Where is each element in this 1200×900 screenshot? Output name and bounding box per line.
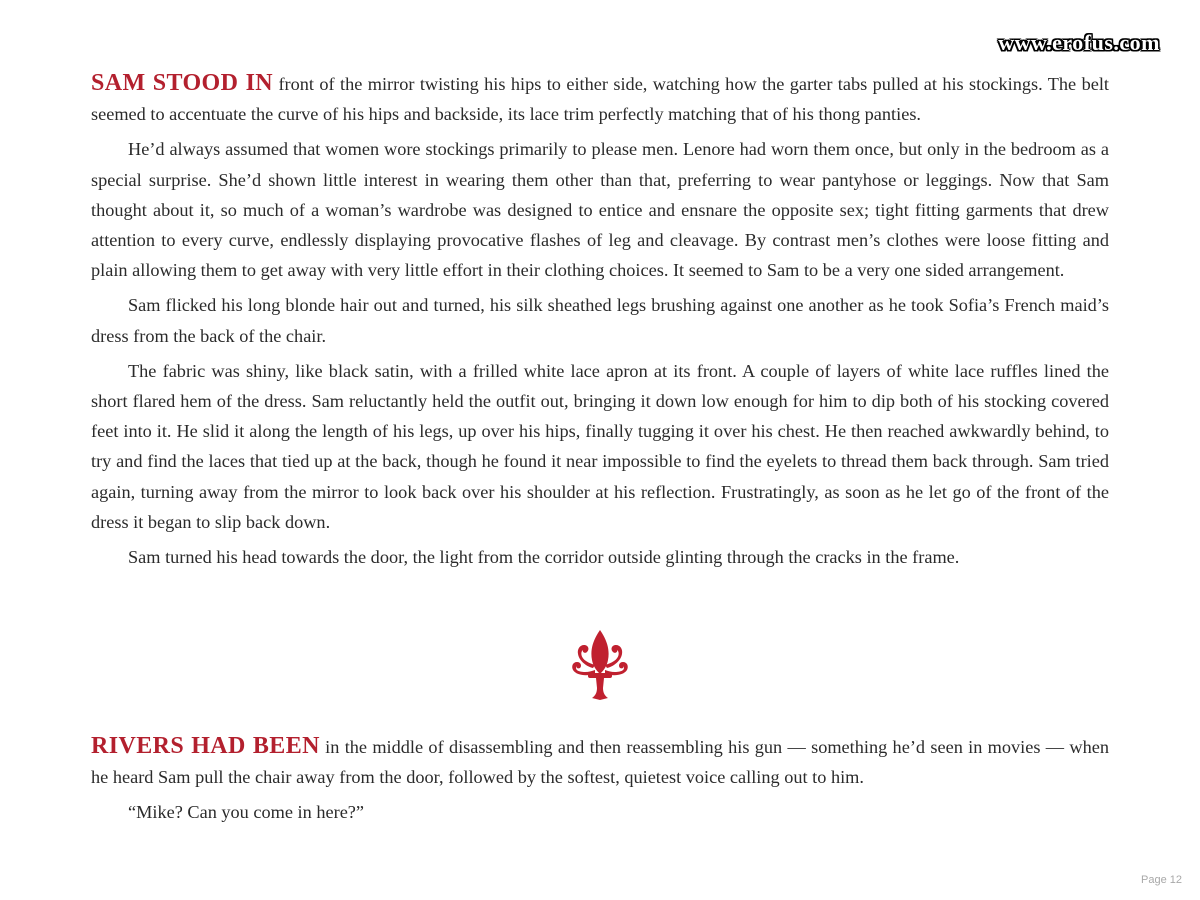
opening-paragraph [91, 68, 1109, 129]
opening-text: in the middle of disassembling and then reassembling his gun — something he’d seen in movies — when he heard Sam pull the chair away from the door, followed by the softest, quietest voice calling out to him. [91, 737, 1109, 788]
drop-lead-text: RIVERS HAD BEEN [91, 733, 320, 759]
section-one [91, 68, 1109, 577]
paragraph: Sam flicked his long blonde hair out and turned, his silk sheathed legs brushing against one another as he took Sofia’s French maid’s dress from the back of the chair. [91, 295, 1109, 346]
paragraph: “Mike? Can you come in here?” [128, 802, 365, 823]
opening-paragraph [91, 731, 1109, 792]
page-number: Page 12 [1141, 874, 1182, 886]
paragraph: The fabric was shiny, like black satin, with a frilled white lace apron at its front. A couple of layers of white lace ruffles lined the short flared hem of the dress. Sam reluctantly held the outfit out, bringing it down low enough for him to dip both of his stocking covered feet into it. He slid it along the length of his legs, up over his hips, finally tugging it over his chest. He then reached awkwardly behind, to try and find the laces that tied up at the back, though he found it near impossible to find the eyelets to thread them back through. Sam tried again, turning away from the mirror to look back over his shoulder at his reflection. Frustratingly, as soon as he let go of the front of the dress it began to slip back down. [91, 360, 1109, 532]
drop-lead-text: SAM STOOD IN [91, 70, 274, 96]
section-two [91, 731, 1109, 833]
paragraph: He’d always assumed that women wore stockings primarily to please men. Lenore had worn them once, but only in the bedroom as a special surprise. She’d shown little interest in wearing them other than that, preferring to wear pantyhose or leggings. Now that Sam thought about it, so much of a woman’s wardrobe was designed to entice and ensnare the opposite sex; tight fitting garments that drew attention to every curve, endlessly displaying provocative flashes of leg and cleavage. By contrast men’s clothes were loose fitting and plain allowing them to get away with very little effort in their clothing choices. It seemed to Sam to be a very one sided arrangement. [91, 139, 1109, 281]
opening-text: front of the mirror twisting his hips to either side, watching how the garter tabs pulled at his stockings. The belt seemed to accentuate the curve of his hips and backside, its lace trim perfectly matching that of his thong panties. [91, 74, 1109, 125]
paragraph: Sam turned his head towards the door, the light from the corridor outside glinting through the cracks in the frame. [128, 547, 960, 568]
fleur-de-lis-icon [571, 630, 629, 700]
watermark: www.erofus.com [998, 30, 1160, 55]
